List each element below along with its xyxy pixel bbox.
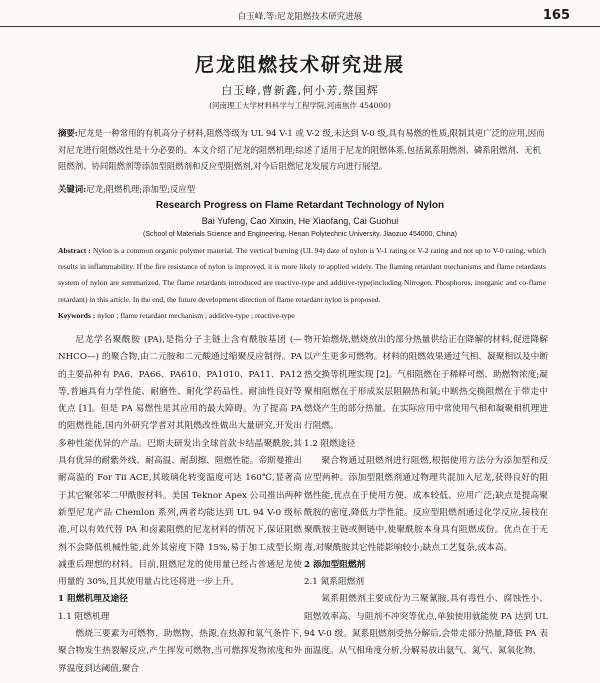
- english-keywords: [58, 311, 546, 320]
- english-abstract-text: Nylon is a common organic polymer material. The vertical burning (UL 94) date of nylon is V-1 rating or V-2 rating and not up to V-0 rating, which results in inflammability. If the fire resistance of nylon is improved, it is more likely to applied widely. The flaming retardant mechanisms and flame retardants system of nylon are summarized. The flame retardants introduced are reactive-type and additive-type(including Nitrogen, Phosphorus, inorganic and co-flame retardant) in this article. In the end, the future development direction of flame retardant nylon is proposed.: [58, 246, 546, 304]
- section-heading: 1 阻燃机理及途径: [58, 594, 128, 605]
- subsection-heading: 1.1 阻燃机理: [58, 611, 110, 622]
- english-affiliation: (School of Materials Science and Engineering, Henan Polytechnic University, Jiaozuo 454000, China): [143, 231, 457, 238]
- body-column-left: [58, 332, 302, 678]
- affiliation: (河南理工大学材料科学与工程学院,河南焦作 454000): [209, 101, 391, 110]
- english-keywords-label: Keywords :: [58, 311, 96, 320]
- section-heading: 2 添加型阻燃剂: [304, 559, 366, 570]
- running-header: [0, 8, 600, 27]
- subsection-heading: 1.2 阻燃途径: [304, 438, 356, 449]
- body-paragraph: 尼龙学名聚酰胺 (PA),是指分子主链上含有酰胺基团 (—NHCO—) 的聚合物,由二元胺和二元酸通过缩聚反应制得。PA 的主要品种有 PA6、PA66、PA610、PA1010、PA11、PA12 等,普遍具有力学性能、耐磨性、耐化学药品性、耐油性良好等优点 [1]。但是 PA 易燃性是其应用的最大障碍。为了提高 PA 的阻燃性能,国内外研究学者对其阻燃改性做出大量研究,开发出多种性能优异的产品。巴斯夫研发出全球首款卡结晶聚酰胺,其具有优异的耐紫外线、耐高温、耐刮擦、阻燃性能。帝斯曼推出耐高温的 For Tii ACE,其玻璃化转变温度可达 160℃,显著高于其它聚邻苯二甲酰胺材料。美国 Teknor Apex 公司推出两种新型尼龙产品 Chemlon 系列,两者均能达到 UL 94 V-0 级标准,可以有效代替 PA 和卤素阻燃的尼龙材料的情况下,保证阻燃剂不会降低机械性能,此外其密度下降 15%,易于加工成型长期减重后理想的材料。目前,阻燃尼龙的使用量已经占普通尼龙使用量的 30%,且其使用量占比还将进一步上升。: [58, 335, 302, 588]
- body-paragraph: 聚合物通过阻燃剂进行阻燃,根据使用方法分为添加型和反应型两种。添加型阻燃剂通过物理共混加入尼龙,获得良好的阻燃性能,优点在于使用方便、成本较低、应用广泛;缺点是提高聚酰胺的密度,降低力学性能。反应型阻燃剂通过化学反应,接枝在聚酰胺主链或侧链中,使聚酰胺本身具有阻燃成份。优点在于无毒,对聚酰胺其它性能影响较小;缺点工艺复杂,成本高。: [304, 456, 548, 553]
- english-title: Research Progress on Flame Retardant Technology of Nylon: [155, 200, 445, 211]
- body-paragraph: 氮系阻燃剂主要成份为三聚氰胺,具有毒性小、腐蚀性小、阻燃效率高、与阻剂不冲突等优点,单独使用就能使 PA 达到 UL 94 V-0 级。氮系阻燃剂受热分解后,会带走部分热量,降低 PA 表面温度。从气相角度分析,分解易放出氨气、氮气、氮氧化物、: [304, 594, 549, 657]
- english-abstract-label: Abstract :: [58, 246, 91, 255]
- body-paragraph: 燃烧三要素为可燃物、助燃物、热源,在热源和氧气条件下,聚合物发生热裂解反应,产生挥发可燃物,当可燃挥发物浓度和外界温度到达阈值,聚合: [58, 629, 302, 674]
- page-number: 165: [542, 8, 570, 23]
- chinese-keywords-text: 尼龙;阻燃机理;添加型;反应型: [86, 184, 196, 194]
- subsection-heading: 2.1 氮系阻燃剂: [304, 577, 365, 588]
- body-paragraph: 物开始燃烧,燃烧放出的部分热量供给正在降解的材料,促进降解以产生更多可燃物。材料的阻燃效果通过气相、凝聚相以及中断热交换等机理实现 [2]。气相阻燃在于稀释可燃、助燃物浓度;凝聚相阻燃在于形成炭层阻隔热和氧;中断热交换阻燃在于带走中燃烧产生的部分热量。在实际应用中常使用气相和凝聚相机理进行阻燃。: [304, 335, 548, 432]
- chinese-keywords-label: 关键词:: [58, 184, 87, 194]
- chinese-abstract: [58, 125, 546, 175]
- body-column-right: [304, 332, 548, 661]
- running-header-text: 白玉峰,等:尼龙阻燃技术研究进展: [237, 12, 363, 22]
- chinese-keywords: [58, 183, 546, 195]
- english-abstract: [58, 243, 546, 308]
- paper-title: 尼龙阻燃技术研究进展: [194, 54, 405, 76]
- chinese-abstract-label: 摘要:: [58, 128, 78, 138]
- author-list: 白玉峰,曹新鑫,何小芳,蔡国辉: [221, 84, 379, 97]
- english-keywords-text: nylon ; flame retardant mechanism ; additive-type ; reactive-type: [97, 311, 295, 320]
- chinese-abstract-text: 尼龙是一种常用的有机高分子材料,阻燃等级为 UL 94 V-1 或 V-2 级,未达到 V-0 级,具有易燃的性质,限制其更广泛的应用,因而对尼龙进行阻燃改性是十分必要的。本文介绍了尼龙的阻燃机理;综述了适用于尼龙的阻燃体系,包括氮系阻燃剂、磷系阻燃剂、无机阻燃剂、协同阻燃剂等添加型阻燃剂和反应型阻燃剂,对今后阻燃尼龙发展方向进行展望。: [58, 128, 545, 171]
- english-authors: Bai Yufeng, Cao Xinxin, He Xiaofang, Cai Guohui: [201, 216, 399, 226]
